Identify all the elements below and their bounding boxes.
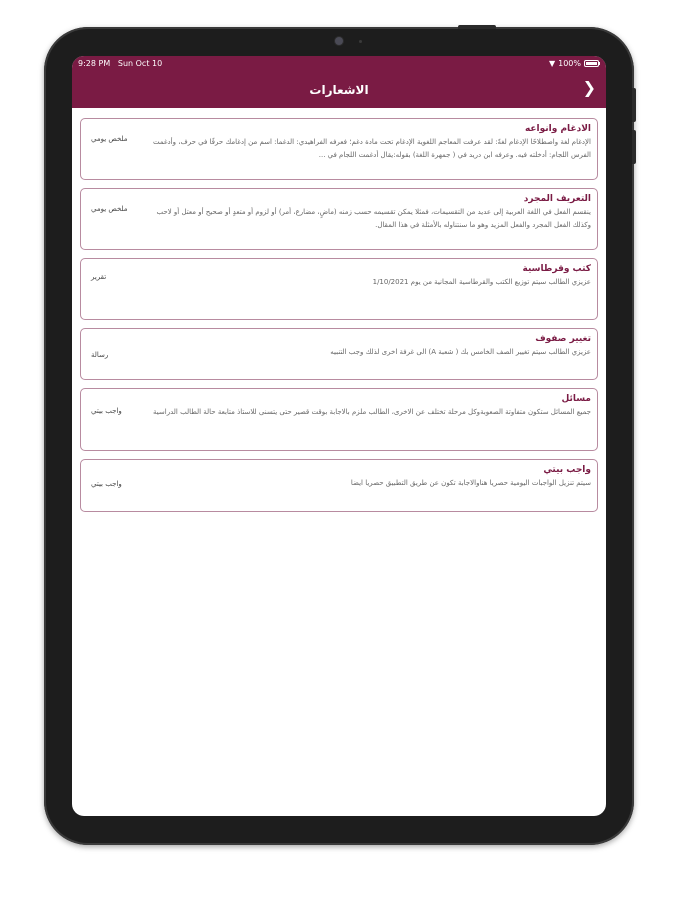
notification-card[interactable]	[80, 258, 598, 320]
notification-body: ينقسم الفعل في اللغة العربية إلى عديد من التقسيمات، فمثلا يمكن تقسيمه حسب زمنه (ماضٍ، مضارع، أمر) أو لزوم أو متعدٍ أو صحيح أو معتل أو لاحب وكذلك الفعل المجرد والفعل المزيد وهو ما سنتناوله بالأمثلة في هذا المقال.	[156, 208, 591, 229]
chevron-right-icon[interactable]: ❯	[582, 78, 596, 97]
sensor-dot	[359, 40, 362, 43]
notification-type: رسالة	[91, 351, 109, 359]
notification-body: جميع المسائل ستكون متفاوتة الصعوبةوكل مرحلة تختلف عن الاخرى، الطالب ملزم بالاجابة بوقت قصير حتى يتسنى للاستاذ متابعة حالة الطالب الدراسية	[153, 408, 591, 416]
notification-title: واجب بيتي	[543, 465, 591, 475]
camera-icon	[335, 37, 343, 45]
battery-tip	[599, 62, 600, 65]
notification-card[interactable]	[80, 388, 598, 451]
notification-body: عزيزي الطالب سيتم تغيير الصف الخامس بك ( شعبة A) الى غرفة اخرى لذلك وجب التنبيه	[330, 348, 591, 356]
notification-body: سيتم تنزيل الواجبات اليومية حصريا هناوالاجابة تكون عن طريق التطبيق حصريا ايضا	[350, 479, 591, 487]
status-date: Sun Oct 10	[117, 59, 163, 68]
notification-type: ملخص يومي	[91, 135, 128, 143]
tablet-volume-up-button	[632, 88, 636, 122]
status-bar	[78, 59, 600, 71]
battery-percent: 100%	[558, 59, 581, 68]
notification-card[interactable]	[80, 118, 598, 180]
app-screen	[72, 56, 606, 816]
battery-icon	[584, 60, 599, 67]
tablet-volume-down-button	[632, 130, 636, 164]
notification-title: مسائل	[561, 394, 591, 404]
notification-body: عزيزي الطالب سيتم توزيع الكتب والقرطاسية المجانية من يوم 1/10/2021	[372, 278, 591, 286]
notification-card[interactable]	[80, 459, 598, 512]
notification-card[interactable]	[80, 328, 598, 380]
notifications-list	[80, 118, 598, 520]
notification-type: واجب بيتي	[91, 480, 122, 488]
notification-body: الإدغام لغة واصطلاحًا الإدغام لغةً: لقد عرفت المعاجم اللغوية الإدغام تحت مادة دغم؛ فعرفه الفراهيدي: الدغما: اسم من إدغامك حرفًا في حرف، وأدغمت الفرس اللجام: أدخلته فيه. وعرفه ابن دريد في ( جمهرة اللغة) بقوله:يقال أدغمت اللجام في ...	[152, 138, 591, 159]
notification-card[interactable]	[80, 188, 598, 250]
status-time: 9:28 PM	[78, 59, 111, 68]
status-right	[549, 59, 600, 68]
notification-type: ملخص يومي	[91, 205, 128, 213]
notification-title: تغيير صفوف	[535, 334, 591, 344]
page-title: الاشعارات	[309, 83, 369, 97]
notification-type: تقرير	[91, 273, 107, 281]
tablet-top-button	[458, 25, 496, 29]
status-time-date	[78, 59, 162, 68]
app-header	[72, 56, 606, 108]
notification-type: واجب بيتي	[91, 407, 122, 415]
wifi-icon: ▼	[548, 59, 556, 68]
notification-title: التعريف المجرد	[523, 194, 591, 204]
notification-title: كتب وقرطاسية	[522, 264, 591, 274]
notification-title: الادغام وانواعه	[524, 124, 591, 134]
